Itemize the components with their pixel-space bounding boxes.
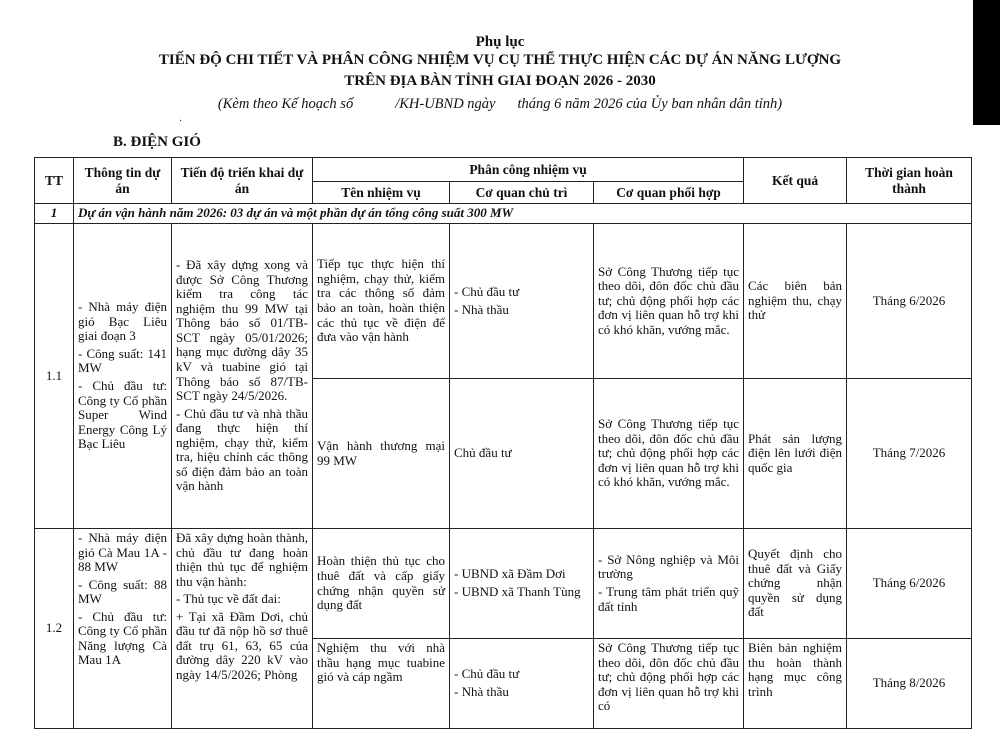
lead-line: - Nhà thầu <box>454 301 509 317</box>
lead-agency-cell <box>450 639 594 729</box>
lead-line: - UBND xã Đầm Dơi <box>454 566 566 582</box>
progress-line: - Đã xây dựng xong và được Sở Công Thương kiểm tra công tác nghiệm thu 99 MW tại Thông báo số 01/TB-SCT ngày 05/01/2026; hạng mục đường dây 35 kV và tuabine gió tại Thông báo số 87/TB-SCT ngày 24/5/2026. <box>176 257 308 404</box>
group-label: Dự án vận hành năm 2026: 03 dự án và một phần dự án tổng công suất 300 MW <box>74 204 972 224</box>
deadline-cell: Tháng 6/2026 <box>847 224 972 379</box>
section-title: B. ĐIỆN GIÓ <box>113 134 201 150</box>
document-title-line1: TIẾN ĐỘ CHI TIẾT VÀ PHÂN CÔNG NHIỆM VỤ CỤ THỂ THỰC HIỆN CÁC DỰ ÁN NĂNG LƯỢNG <box>158 52 842 68</box>
header-coord-agency: Cơ quan phối hợp <box>594 182 744 204</box>
lead-agency-cell <box>450 529 594 639</box>
header-assignment: Phân công nhiệm vụ <box>313 158 744 182</box>
coord-line: - Sở Nông nghiệp và Môi trường <box>598 551 740 582</box>
row-tt: 1.2 <box>35 529 74 729</box>
info-line: - Chủ đầu tư: Công ty Cổ phần Super Wind Energy Công Lý Bạc Liêu <box>78 378 167 452</box>
header-task-name: Tên nhiệm vụ <box>313 182 450 204</box>
lead-agency-cell: Chủ đầu tư <box>450 379 594 529</box>
deadline-cell: Tháng 6/2026 <box>847 529 972 639</box>
header-result: Kết quả <box>744 158 847 204</box>
task-name-cell: Tiếp tục thực hiện thí nghiệm, chạy thử, kiểm tra các thông số đảm bảo an toàn, hoàn thiện các thủ tục về điện để đưa vào vận hành <box>313 224 450 379</box>
header-project-info: Thông tin dự án <box>74 158 172 204</box>
coord-agency-cell <box>594 529 744 639</box>
lead-line: - Nhà thầu <box>454 684 509 699</box>
result-cell: Phát sản lượng điện lên lưới điện quốc gia <box>744 379 847 529</box>
deadline-cell: Tháng 7/2026 <box>847 379 972 529</box>
project-info-cell <box>74 224 172 529</box>
result-cell: Biên bản nghiệm thu hoàn thành hạng mục công trình <box>744 639 847 729</box>
deadline-cell: Tháng 8/2026 <box>847 639 972 729</box>
coord-agency-cell: Sở Công Thương tiếp tục theo dõi, đôn đốc chủ đầu tư; chủ động phối hợp các đơn vị liên quan hỗ trợ khi có <box>594 639 744 729</box>
info-line: - Chủ đầu tư: Công ty Cổ phần Năng lượng Cà Mau 1A <box>78 608 167 668</box>
progress-line: - Thủ tục về đất đai: <box>176 591 281 607</box>
subtitle-part3: tháng 6 năm 2026 của Ủy ban nhân dân tỉnh) <box>517 96 783 112</box>
coord-agency-cell: Sở Công Thương tiếp tục theo dõi, đôn đốc chủ đầu tư; chủ động phối hợp các đơn vị liên quan hỗ trợ khi có khó khăn, vướng mắc. <box>594 379 744 529</box>
progress-line: - Chủ đầu tư và nhà thầu đang thực hiện thí nghiệm, chạy thử, kiểm tra, hiệu chỉnh các thông số điện đảm bảo an toàn vận hành <box>176 405 308 494</box>
task-name-cell: Hoàn thiện thủ tục cho thuê đất và cấp giấy chứng nhận quyền sử dụng đất <box>313 529 450 639</box>
project-table <box>34 157 972 729</box>
coord-line: - Trung tâm phát triển quỹ đất tỉnh <box>598 584 740 614</box>
info-line: - Công suất: 141 MW <box>78 345 167 376</box>
lead-line: - Chủ đầu tư <box>454 283 520 299</box>
header-lead-agency: Cơ quan chủ trì <box>450 182 594 204</box>
header-deadline: Thời gian hoàn thành <box>847 158 972 204</box>
project-info-cell <box>74 529 172 729</box>
stray-dot: · <box>179 116 183 127</box>
lead-agency-cell <box>450 224 594 379</box>
progress-line: + Tại xã Đầm Dơi, chủ đầu tư đã nộp hồ sơ thuê đất trụ 61, 63, 65 của đường dây 220 kV vào ngày 14/5/2026; Phòng <box>176 608 308 682</box>
info-line: - Nhà máy điện gió Cà Mau 1A - 88 MW <box>78 530 167 575</box>
result-cell: Các biên bản nghiệm thu, chạy thử <box>744 224 847 379</box>
info-line: - Nhà máy điện gió Bạc Liêu giai đoạn 3 <box>78 299 167 344</box>
group-row <box>35 204 972 224</box>
progress-line: Đã xây dựng hoàn thành, chủ đầu tư đang hoàn thiện thủ tục để nghiệm thu vận hành: <box>176 530 308 589</box>
document-title-line2: TRÊN ĐỊA BÀN TỈNH GIAI ĐOẠN 2026 - 2030 <box>344 73 656 89</box>
header-tt: TT <box>35 158 74 204</box>
subtitle-part2: /KH-UBND ngày <box>395 96 496 112</box>
progress-cell <box>172 224 313 529</box>
table-row <box>35 529 972 639</box>
info-line: - Công suất: 88 MW <box>78 576 167 607</box>
header-progress: Tiến độ triển khai dự án <box>172 158 313 204</box>
document-subtitle <box>0 96 1000 113</box>
lead-line: - UBND xã Thanh Tùng <box>454 584 581 599</box>
appendix-label: Phụ lục <box>475 34 525 50</box>
table-row <box>35 224 972 379</box>
task-name-cell: Vận hành thương mại 99 MW <box>313 379 450 529</box>
result-cell: Quyết định cho thuê đất và Giấy chứng nhận quyền sử dụng đất <box>744 529 847 639</box>
row-tt: 1.1 <box>35 224 74 529</box>
group-tt: 1 <box>35 204 74 224</box>
task-name-cell: Nghiệm thu với nhà thầu hạng mục tuabine gió và cáp ngầm <box>313 639 450 729</box>
progress-cell <box>172 529 313 729</box>
lead-line: - Chủ đầu tư <box>454 666 520 682</box>
coord-agency-cell: Sở Công Thương tiếp tục theo dõi, đôn đốc chủ đầu tư; chủ động phối hợp các đơn vị liên quan hỗ trợ khi có khó khăn, vướng mắc. <box>594 224 744 379</box>
subtitle-part1: (Kèm theo Kế hoạch số <box>217 96 354 112</box>
